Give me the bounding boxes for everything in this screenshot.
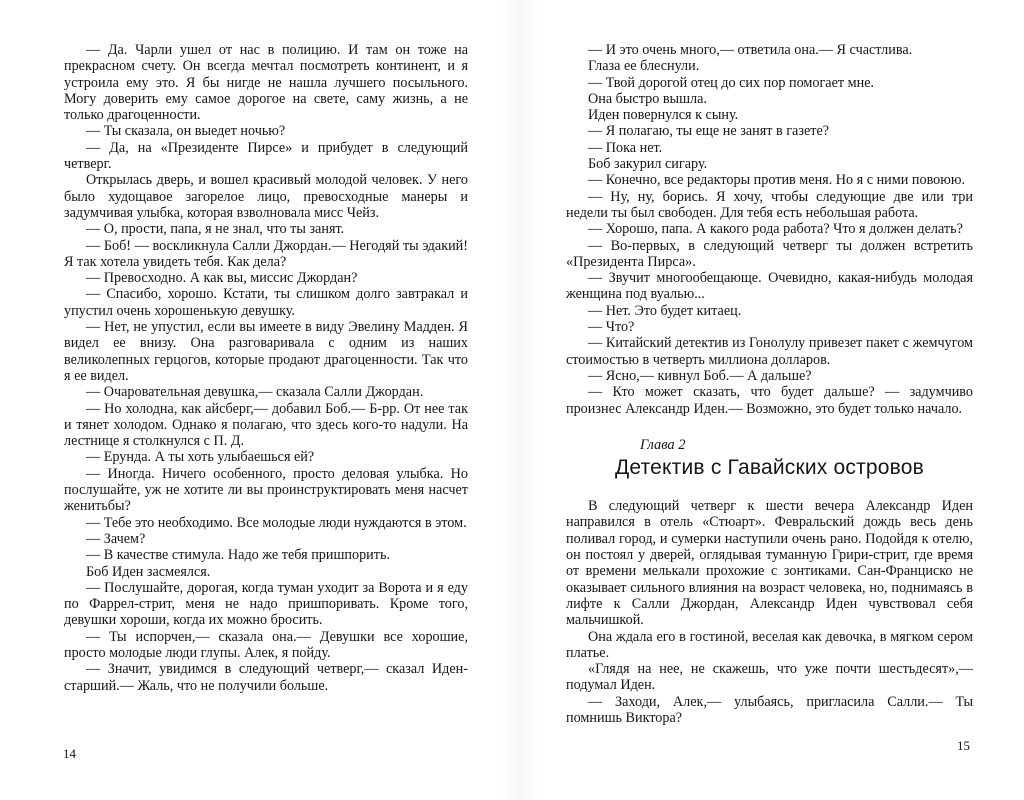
paragraph: — Нет. Это будет китаец. bbox=[588, 302, 742, 319]
paragraph: — Ты испорчен,— сказала она.— Девушки все хорошие, просто молодые люди глупы. Алек, я пойду. bbox=[64, 628, 468, 661]
paragraph: — Нет, не упустил, если вы имеете в виду Эвелину Мадден. Я видел ее внизу. Она разговаривала с одним из наших великолепных герцогов, которые продают драгоценности. Так что я ее видел. bbox=[64, 319, 468, 384]
paragraph: «Глядя на нее, не скажешь, что уже почти шестьдесят»,— подумал Иден. bbox=[566, 661, 973, 694]
paragraph: — Но холодна, как айсберг,— добавил Боб.— Б-рр. От нее так и тянет холодом. Однако я полагаю, что здесь кого-то надули. На лестнице я столкнулся с П. Д. bbox=[64, 400, 468, 450]
paragraph: Боб закурил сигару. bbox=[588, 156, 708, 173]
paragraph: — Ты сказала, он выедет ночью? bbox=[86, 123, 286, 140]
paragraph: — И это очень много,— ответила она.— Я счастлива. bbox=[588, 42, 913, 58]
paragraph: — Китайский детектив из Гонолулу привезет пакет с жемчугом стоимостью в четверть миллиона долларов. bbox=[566, 335, 973, 368]
paragraph: Открылась дверь, и вошел красивый молодой человек. У него было худощавое загорелое лицо, превосходные манеры и задумчивая улыбка, которая взволновала мисс Чейз. bbox=[64, 172, 468, 221]
paragraph: — Да. Чарли ушел от нас в полицию. И там он тоже на прекрасном счету. Он всегда мечтал посмотреть континент, и я устроила ему это. Я бы нигде не нашла лучшего посыльного. Могу доверить ему самое дорогое на свете, саму жизнь, а не только драгоценности. bbox=[64, 42, 468, 124]
paragraph: — Превосходно. А как вы, миссис Джордан? bbox=[86, 270, 358, 287]
left-page bbox=[64, 42, 468, 694]
paragraph: Боб Иден засмеялся. bbox=[86, 563, 211, 580]
paragraph: — Ясно,— кивнул Боб.— А дальше? bbox=[588, 367, 812, 384]
page-number-left: 14 bbox=[63, 746, 76, 761]
paragraph: — Тебе это необходимо. Все молодые люди нуждаются в этом. bbox=[86, 514, 467, 531]
paragraph: — Я полагаю, ты еще не занят в газете? bbox=[588, 123, 830, 140]
paragraph: Иден повернулся к сыну. bbox=[588, 107, 739, 124]
paragraph: — Да, на «Президенте Пирсе» и прибудет в следующий четверг. bbox=[64, 139, 468, 173]
book-fold bbox=[500, 0, 540, 800]
paragraph: — Что? bbox=[588, 319, 635, 336]
paragraph: — Боб! — воскликнула Салли Джордан.— Негодяй ты эдакий! Я так хотела увидеть тебя. Как дела? bbox=[64, 237, 468, 270]
chapter-title: Детектив с Гавайских островов bbox=[614, 456, 925, 480]
paragraph: — Заходи, Алек,— улыбаясь, пригласила Салли.— Ты помнишь Виктора? bbox=[566, 693, 973, 726]
paragraph: — Твой дорогой отец до сих пор помогает мне. bbox=[588, 74, 875, 91]
paragraph: — Спасибо, хорошо. Кстати, ты слишком долго завтракал и упустил очень хорошенькую девушку. bbox=[64, 286, 468, 319]
paragraph: — Ну, ну, борись. Я хочу, чтобы следующие две или три недели ты был свободен. Для тебя есть небольшая работа. bbox=[566, 188, 973, 221]
page-number-right: 15 bbox=[957, 738, 970, 753]
paragraph: В следующий четверг к шести вечера Александр Иден направился в отель «Стюарт». Февральский дождь весь день поливал город, и сумерки наступили очень рано. Подойдя к отелю, он постоял у дверей, оглядывая туманную Грири-стрит, где время от времени мелькали прохожие с зонтиками. Сан-Франциско не оказывает сильного влияния на возраст человека, но, поднимаясь в лифте к Салли Джордан, Александр Иден чувствовал себя мальчишкой. bbox=[566, 498, 973, 629]
paragraph: — В качестве стимула. Надо же тебя пришпорить. bbox=[86, 547, 390, 564]
paragraph: — Иногда. Ничего особенного, просто деловая улыбка. Но послушайте, уж не хотите ли вы проинструктировать меня насчет женитьбы? bbox=[64, 465, 468, 515]
paragraph: — Хорошо, папа. А какого рода работа? Что я должен делать? bbox=[588, 221, 963, 238]
paragraph: — Пока нет. bbox=[588, 139, 663, 156]
paragraph: Она ждала его в гостиной, веселая как девочка, в мягком сером платье. bbox=[566, 628, 973, 661]
paragraph: — Послушайте, дорогая, когда туман уходит за Ворота и я еду по Фаррел-стрит, меня не надо пришпоривать. Кроме того, девушки хороши, когда их можно бросить. bbox=[64, 579, 468, 629]
paragraph: — Ерунда. А ты хоть улыбаешься ей? bbox=[86, 449, 315, 466]
paragraph: — Во-первых, в следующий четверг ты должен встретить «Президента Пирса». bbox=[566, 237, 973, 270]
paragraph: — Значит, увидимся в следующий четверг,— сказал Иден-старший.— Жаль, что не получили больше. bbox=[64, 661, 468, 694]
paragraph: — О, прости, папа, я не знал, что ты занят. bbox=[86, 221, 345, 238]
paragraph: — Конечно, все редакторы против меня. Но я с ними повоюю. bbox=[588, 172, 966, 189]
paragraph: — Звучит многообещающе. Очевидно, какая-нибудь молодая женщина под вуалью... bbox=[566, 270, 973, 303]
chapter-label: Глава 2 bbox=[640, 436, 686, 453]
paragraph: — Очаровательная девушка,— сказала Салли Джордан. bbox=[86, 384, 424, 401]
right-page bbox=[566, 42, 973, 726]
paragraph: — Зачем? bbox=[86, 530, 146, 547]
paragraph: Она быстро вышла. bbox=[588, 90, 707, 107]
paragraph: — Кто может сказать, что будет дальше? — задумчиво произнес Александр Иден.— Возможно, это будет только начало. bbox=[566, 384, 973, 417]
paragraph: Глаза ее блеснули. bbox=[588, 58, 700, 75]
